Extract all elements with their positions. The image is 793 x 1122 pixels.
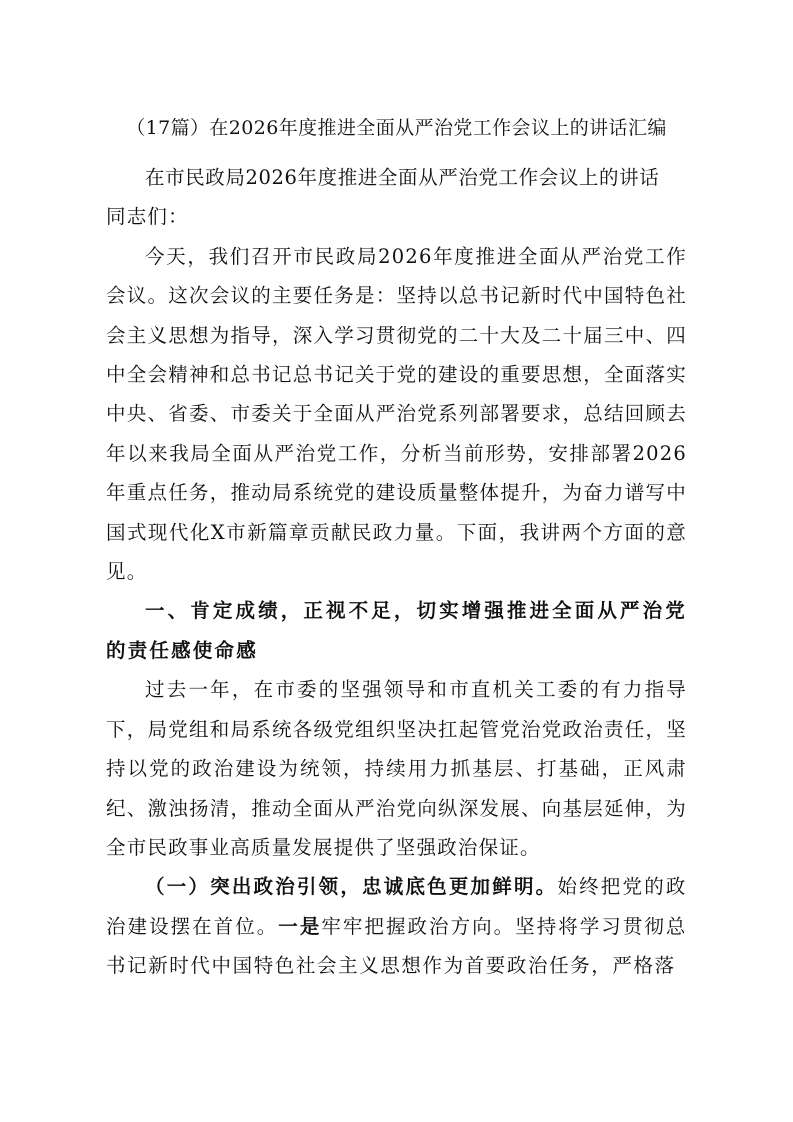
subsection-heading: （一）突出政治引领，忠诚底色更加鲜明。 [145, 875, 558, 899]
body-paragraph-1: 过去一年，在市委的坚强领导和市直机关工委的有力指导下，局党组和局系统各级党组织坚决扛起管党治党政治责任，坚持以党的政治建设为统领，持续用力抓基层、打基础，正风肃纪、激浊扬清，推动全面从严治党向纵深发展、向基层延伸，为全市民政事业高质量发展提供了坚强政治保证。 [106, 678, 687, 859]
salutation: 同志们： [106, 205, 189, 229]
point-text: 牢牢把握政治方向。坚持将学习贯彻总书记新时代中国特色社会主义思想作为首要政治任务，严格落 [106, 914, 688, 978]
intro-paragraph: 今天，我们召开市民政局2026年度推进全面从严治党工作会议。这次会议的主要任务是：坚持以总书记新时代中国特色社会主义思想为指导，深入学习贯彻党的二十大及二十届三中、四中全会精神和总书记总书记关于党的建设的重要思想，全面落实中央、省委、市委关于全面从严治党系列部署要求，总结回顾去年以来我局全面从严治党工作，分析当前形势，安排部署2026年重点任务，推动局系统党的建设质量整体提升，为奋力谱写中国式现代化X市新篇章贡献民政力量。下面，我讲两个方面的意见。 [106, 244, 687, 584]
point-label: 一是 [278, 914, 322, 938]
document-title: （17篇）在2026年度推进全面从严治党工作会议上的讲话汇编 [126, 117, 667, 139]
subsection-text: 始终把党的政治建设摆在首位。 [106, 875, 687, 938]
subsection-paragraph-1 [106, 867, 687, 985]
section-heading-1: 一、肯定成绩，正视不足，切实增强推进全面从严治党的责任感使命感 [106, 599, 687, 662]
speech-subtitle: 在市民政局2026年度推进全面从严治党工作会议上的讲话 [145, 166, 660, 189]
